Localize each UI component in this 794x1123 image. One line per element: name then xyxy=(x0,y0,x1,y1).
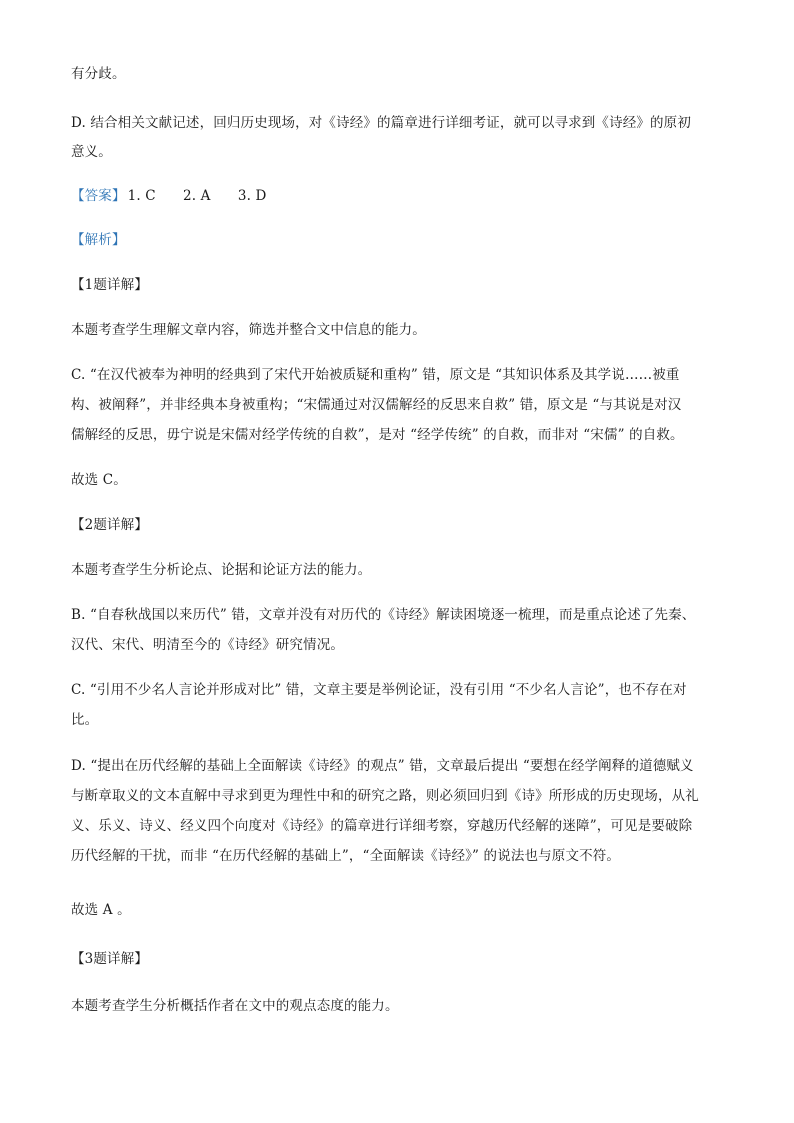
q1-explanation-line-1: C. “在汉代被奉为神明的经典到了宋代开始被质疑和重构” 错，原文是 “其知识体系及其学说……被重 xyxy=(71,367,680,383)
q2-option-c-line-1: C. “引用不少名人言论并形成对比” 错，文章主要是举例论证，没有引用 “不少名人言论”，也不存在对 xyxy=(71,682,687,698)
q1-explanation-line-2: 构、被阐释”，并非经典本身被重构；“宋儒通过对汉儒解经的反思来自救” 错，原文是 “与其说是对汉 xyxy=(71,397,682,413)
q2-option-d-line-1: D. “提出在历代经解的基础上全面解读《诗经》的观点” 错，文章最后提出 “要想在经学阐释的道德赋义 xyxy=(71,758,694,774)
q1-heading: 【1题详解】 xyxy=(71,277,148,293)
q2-conclusion: 故选 A 。 xyxy=(71,902,131,918)
answer-tag: 【答案】 xyxy=(71,188,126,204)
text-line: 意义。 xyxy=(71,144,112,160)
q1-conclusion: 故选 C。 xyxy=(71,472,127,488)
q2-option-b-line-1: B. “自春秋战国以来历代” 错，文章并没有对历代的《诗经》解读困境逐一梳理，而是重点论述了先秦、 xyxy=(71,607,696,623)
q2-option-c-line-2: 比。 xyxy=(71,712,99,728)
q2-option-d-line-2: 与断章取义的文本直解中寻求到更为理性中和的研究之路，则必须回归到《诗》所形成的历史现场，从礼 xyxy=(71,788,699,804)
answer-line xyxy=(71,186,721,206)
q1-explanation-line-3: 儒解经的反思，毋宁说是宋儒对经学传统的自救”，是对 “经学传统” 的自救，而非对 “宋儒” 的自救。 xyxy=(71,427,684,443)
q2-option-d-line-4: 历代经解的干扰，而非 “在历代经解的基础上”，“全面解读《诗经》” 的说法也与原文不符。 xyxy=(71,848,621,864)
q2-option-b-line-2: 汉代、宋代、明清至今的《诗经》研究情况。 xyxy=(71,637,344,653)
analysis-heading: 【解析】 xyxy=(71,232,126,248)
option-d-statement: D. 结合相关文献记述，回归历史现场，对《诗经》的篇章进行详细考证，就可以寻求到《诗经》的原初 xyxy=(71,115,691,131)
text-line: 有分歧。 xyxy=(71,66,126,82)
q3-heading: 【3题详解】 xyxy=(71,951,148,967)
q2-heading: 【2题详解】 xyxy=(71,517,148,533)
q2-option-d-line-3: 义、乐义、诗义、经义四个向度对《诗经》的篇章进行详细考察，穿越历代经解的迷障”，可见是要破除 xyxy=(71,818,693,834)
q1-intro: 本题考查学生理解文章内容，筛选并整合文中信息的能力。 xyxy=(71,322,426,338)
q2-intro: 本题考查学生分析论点、论据和论证方法的能力。 xyxy=(71,562,372,578)
q3-intro: 本题考查学生分析概括作者在文中的观点态度的能力。 xyxy=(71,998,399,1014)
answer-values: 1. C 2. A 3. D xyxy=(127,188,267,204)
